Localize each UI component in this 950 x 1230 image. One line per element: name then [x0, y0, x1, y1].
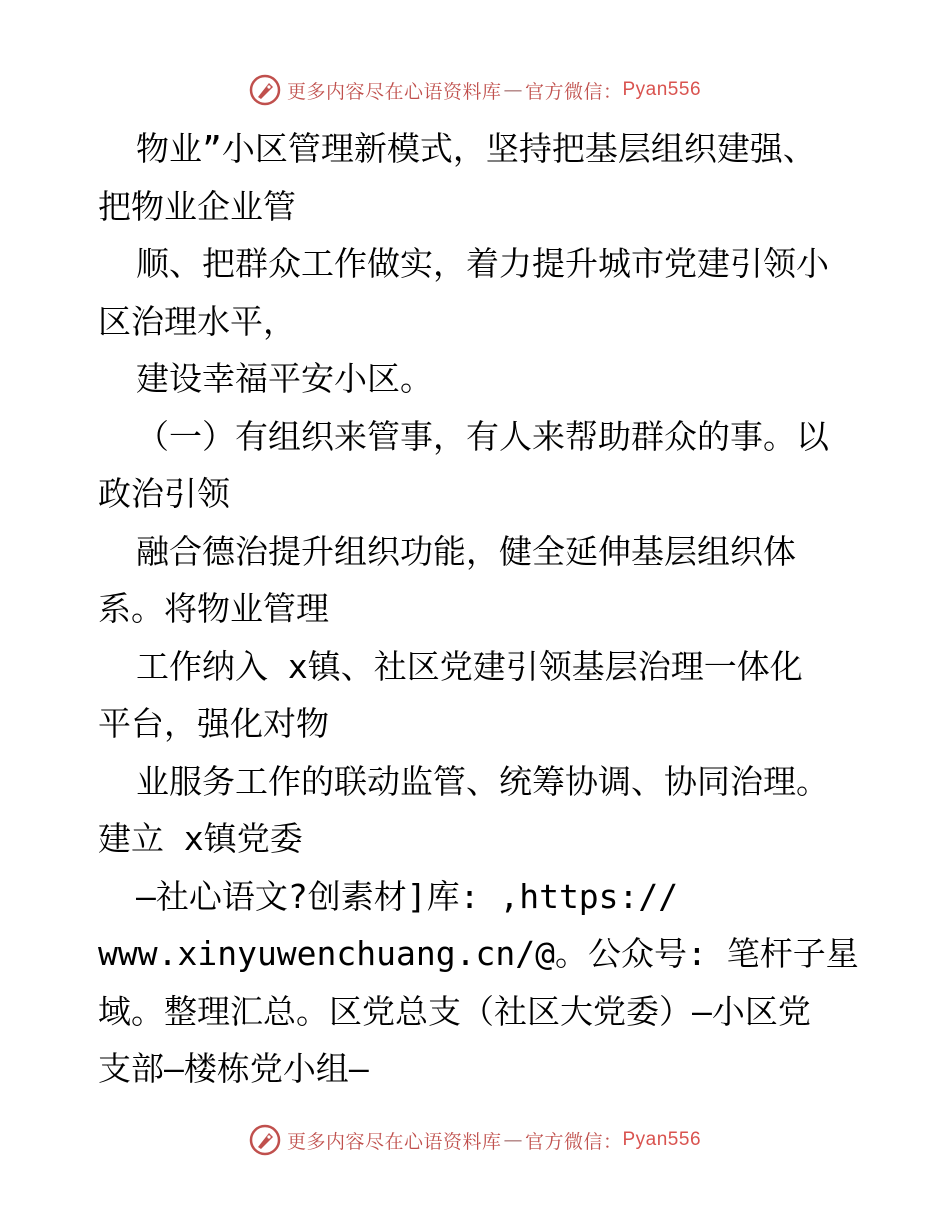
- text-line: 支部—楼栋党小组—: [98, 1049, 369, 1088]
- text-line: 建设幸福平安小区。: [136, 359, 433, 398]
- watermark-separator: —: [503, 79, 523, 101]
- watermark-wechat-id: Pyan556: [622, 1129, 702, 1150]
- watermark-wechat-label: 官方微信：: [524, 80, 623, 103]
- text-line: 区治理水平，: [98, 301, 296, 341]
- text-line: 域。整理汇总。区党总支（社区大党委）—小区党: [98, 991, 811, 1031]
- watermark-site-text: 更多内容尽在心语资料库: [286, 80, 502, 103]
- text-line: 业服务工作的联动监管、统筹协调、协同治理。: [136, 761, 829, 801]
- text-line: 平台，强化对物: [98, 704, 329, 743]
- document-body: [98, 120, 858, 1098]
- watermark-site-text: 更多内容尽在心语资料库: [286, 1130, 502, 1153]
- text-line: 融合德治提升组织功能，健全延伸基层组织体: [136, 531, 796, 571]
- header-watermark: [0, 70, 950, 110]
- watermark-separator: —: [503, 1129, 523, 1151]
- text-line: —社心语文?创素材]库: ,https://: [136, 876, 679, 916]
- text-line: 把物业企业管: [98, 186, 296, 226]
- watermark-wechat-id: Pyan556: [622, 79, 702, 100]
- text-line: 物业”小区管理新模式，坚持把基层组织建强、: [136, 129, 816, 168]
- text-line: www.xinyuwenchuang.cn/@。公众号: 笔杆子星: [98, 934, 859, 973]
- text-line: 工作纳入 x镇、社区党建引领基层治理一体化: [136, 646, 803, 686]
- text-line: 政治引领: [98, 474, 230, 513]
- text-line: 系。将物业管理: [98, 589, 329, 628]
- watermark-wechat-label: 官方微信：: [524, 1130, 623, 1153]
- text-line: 建立 x镇党委: [98, 819, 303, 858]
- pen-nib-logo-icon: [249, 74, 281, 106]
- text-line: 顺、把群众工作做实，着力提升城市党建引领小: [136, 244, 829, 283]
- footer-watermark: [0, 1120, 950, 1160]
- pen-nib-logo-icon: [249, 1124, 281, 1156]
- text-line: （一）有组织来管事，有人来帮助群众的事。以: [136, 416, 829, 456]
